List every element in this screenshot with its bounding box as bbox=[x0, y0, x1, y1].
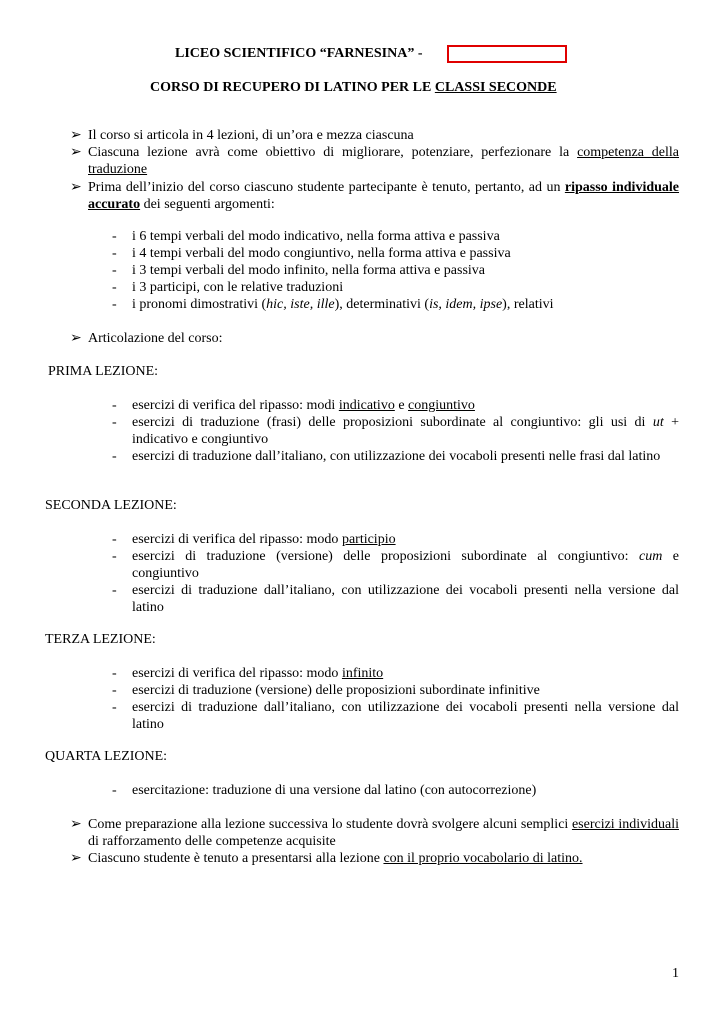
closing-bullet-1: ➢ Come preparazione alla lezione successiva lo studente dovrà svolgere alcuni semplici esercizi individuali di rafforzamento delle competenze acquisite bbox=[70, 817, 679, 849]
lesson-item: - esercizi di traduzione (versione) delle proposizioni subordinate infinitive bbox=[112, 683, 540, 698]
topic-item: - i 3 participi, con le relative traduzioni bbox=[112, 280, 344, 295]
intro-bullet-2: ➢ Ciascuna lezione avrà come obiettivo di migliorare, potenziare, perfezionare la competenza della traduzione bbox=[70, 145, 679, 177]
school-title: LICEO SCIENTIFICO “FARNESINA” - bbox=[175, 46, 423, 61]
intro-bullet-3: ➢ Prima dell’inizio del corso ciascuno studente partecipante è tenuto, pertanto, ad un ripasso individuale accurato dei seguenti argomenti: bbox=[70, 180, 680, 212]
lesson-item: - esercizi di traduzione dall’italiano, con utilizzazione dei vocaboli presenti nelle frasi dal latino bbox=[112, 449, 661, 464]
lesson-item: - esercizi di traduzione (versione) delle proposizioni subordinate al congiuntivo: cum e congiuntivo bbox=[112, 549, 679, 581]
lesson-item: - esercizi di traduzione dall’italiano, con utilizzazione dei vocaboli presenti nella versione dal latino bbox=[112, 700, 679, 732]
redacted-box bbox=[447, 45, 567, 63]
topic-item: - i 4 tempi verbali del modo congiuntivo, nella forma attiva e passiva bbox=[112, 246, 511, 261]
lesson-2-title: SECONDA LEZIONE: bbox=[45, 498, 177, 513]
arrow-bullet-icon: ➢ bbox=[70, 145, 82, 160]
arrow-bullet-icon: ➢ bbox=[70, 331, 82, 346]
page-number: 1 bbox=[672, 966, 679, 981]
lesson-item: - esercizi di verifica del ripasso: modi indicativo e congiuntivo bbox=[112, 398, 475, 413]
lesson-item: - esercizi di traduzione (frasi) delle proposizioni subordinate al congiuntivo: gli usi di ut + indicativo e congiuntivo bbox=[112, 415, 679, 447]
intro-bullet-1: ➢ Il corso si articola in 4 lezioni, di un’ora e mezza ciascuna bbox=[70, 128, 414, 143]
lesson-item: - esercizi di verifica del ripasso: modo participio bbox=[112, 532, 396, 547]
topic-item: - i 6 tempi verbali del modo indicativo, nella forma attiva e passiva bbox=[112, 229, 500, 244]
lesson-3-title: TERZA LEZIONE: bbox=[45, 632, 156, 647]
lesson-4-title: QUARTA LEZIONE: bbox=[45, 749, 168, 764]
topic-item: - i pronomi dimostrativi (hic, iste, ille), determinativi (is, idem, ipse), relativi bbox=[112, 297, 554, 312]
course-title: CORSO DI RECUPERO DI LATINO PER LE CLASSI SECONDE bbox=[150, 80, 557, 95]
topic-item: - i 3 tempi verbali del modo infinito, nella forma attiva e passiva bbox=[112, 263, 486, 278]
closing-bullet-2: ➢ Ciascuno studente è tenuto a presentarsi alla lezione con il proprio vocabolario di latino. bbox=[70, 851, 583, 866]
arrow-bullet-icon: ➢ bbox=[70, 128, 82, 143]
lesson-item: - esercizi di verifica del ripasso: modo infinito bbox=[112, 666, 384, 681]
lesson-item: - esercitazione: traduzione di una versione dal latino (con autocorrezione) bbox=[112, 783, 537, 798]
articolazione-bullet: ➢ Articolazione del corso: bbox=[70, 331, 223, 346]
lesson-item: - esercizi di traduzione dall’italiano, con utilizzazione dei vocaboli presenti nella versione dal latino bbox=[112, 583, 679, 615]
arrow-bullet-icon: ➢ bbox=[70, 180, 82, 195]
lesson-1-title: PRIMA LEZIONE: bbox=[48, 364, 159, 379]
arrow-bullet-icon: ➢ bbox=[70, 817, 82, 832]
arrow-bullet-icon: ➢ bbox=[70, 851, 82, 866]
